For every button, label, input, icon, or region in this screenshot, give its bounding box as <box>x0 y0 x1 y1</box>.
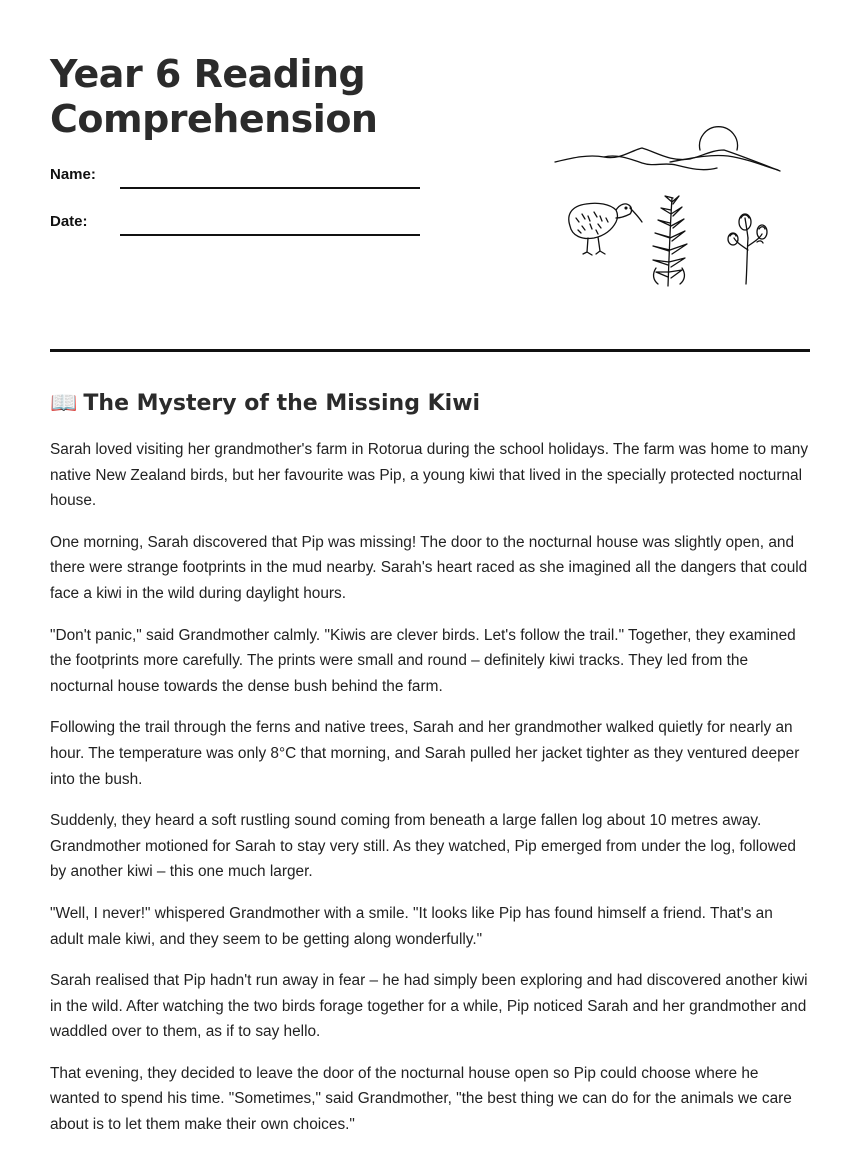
fern-icon <box>653 196 687 286</box>
kiwi-bird-icon <box>569 203 642 255</box>
story-paragraph: Following the trail through the ferns and native trees, Sarah and her grandmother walked quietly for nearly an hour. The temperature was only 8°C that morning, and Sarah pulled her jacket tighter as they ventured deeper into the bush. <box>50 719 800 788</box>
story-paragraph: That evening, they decided to leave the door of the nocturnal house open so Pip could choose where he wanted to spend his time. "Sometimes," said Grandmother, "the best thing we can do for the animals we care about is to let them make their own choices." <box>50 1064 792 1134</box>
story-paragraph: Suddenly, they heard a soft rustling sound coming from beneath a large fallen log about 10 metres away. Grandmother motioned for Sarah to stay very still. As they watched, Pip emerged from under the log, followed by another kiwi – this one much larger. <box>50 812 796 881</box>
story-paragraph: "Well, I never!" whispered Grandmother with a smile. "It looks like Pip has found himself a friend. That's an adult male kiwi, and they seem to be getting along wonderfully." <box>50 904 773 948</box>
flower-icon <box>728 214 767 284</box>
title-line-1: Year 6 Reading <box>50 52 366 96</box>
section-divider <box>50 349 810 352</box>
story-body <box>50 437 810 1154</box>
story-title-text: The Mystery of the Missing Kiwi <box>83 391 481 416</box>
story-title <box>50 389 480 419</box>
title-line-2: Comprehension <box>50 97 378 141</box>
name-field[interactable] <box>120 187 420 189</box>
story-paragraph: One morning, Sarah discovered that Pip was missing! The door to the nocturnal house was slightly open, and there were strange footprints in the mud nearby. Sarah's heart raced as she imagined all the dangers that could face a kiwi in the wild during daylight hours. <box>50 533 808 602</box>
date-label: Date: <box>50 213 88 230</box>
story-paragraph: "Don't panic," said Grandmother calmly. "Kiwis are clever birds. Let's follow the trail." Together, they examined the footprints more carefully. The prints were small and round – definitely kiwi tracks. They led from the nocturnal house towards the dense bush behind the farm. <box>50 626 796 695</box>
nz-nature-illustration <box>552 118 784 290</box>
name-label: Name: <box>50 166 96 183</box>
story-paragraph: Sarah loved visiting her grandmother's farm in Rotorua during the school holidays. The farm was home to many native New Zealand birds, but her favourite was Pip, a young kiwi that lived in the specially protected nocturnal house. <box>50 441 809 510</box>
open-book-icon: 📖 <box>50 391 78 416</box>
sun-icon <box>700 127 738 150</box>
hills-icon <box>555 148 780 171</box>
date-field[interactable] <box>120 234 420 236</box>
story-paragraph: Sarah realised that Pip hadn't run away in fear – he had simply been exploring and had discovered another kiwi in the wild. After watching the two birds forage together for a while, Pip noticed Sarah and her grandmother and waddled over to them, as if to say hello. <box>50 972 808 1041</box>
page-title <box>50 52 377 142</box>
